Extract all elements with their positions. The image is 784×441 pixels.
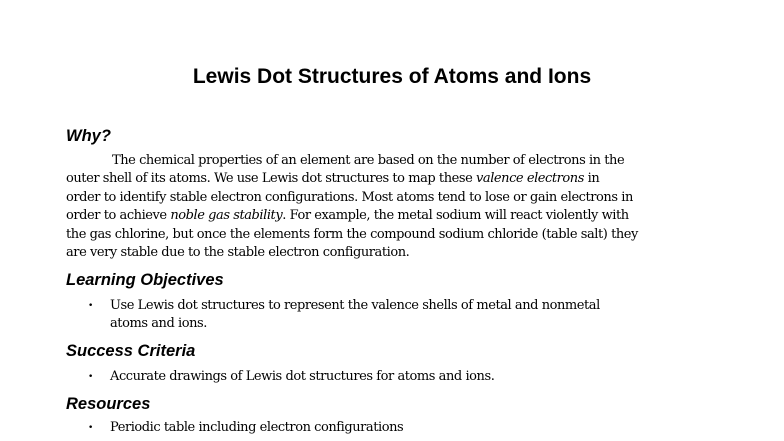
why-paragraph-line (66, 244, 726, 262)
why-paragraph-line (66, 189, 726, 207)
section-heading-why: Why? (66, 127, 111, 145)
learning-objective-text (110, 297, 600, 334)
section-heading-learning-objectives: Learning Objectives (66, 271, 224, 289)
resources-text (110, 419, 403, 437)
emphasized-term: valence electrons (476, 171, 584, 187)
success-criteria-line: Accurate drawings of Lewis dot structures for atoms and ions. (110, 369, 495, 384)
section-heading-resources: Resources (66, 395, 151, 413)
text-run: the gas chlorine, but once the elements form the compound sodium chloride (table salt) they (66, 226, 638, 242)
why-paragraph-line (66, 226, 726, 244)
text-run: order to achieve (66, 208, 171, 224)
why-paragraph-line (66, 152, 726, 170)
bullet-icon: • (88, 372, 93, 382)
learning-objective-line: atoms and ions. (110, 316, 207, 332)
section-heading-success-criteria: Success Criteria (66, 342, 196, 360)
text-run: . For example, the metal sodium will react violently with (282, 208, 629, 224)
page-title: Lewis Dot Structures of Atoms and Ions (192, 65, 592, 88)
text-run: in (583, 171, 600, 187)
bullet-icon: • (88, 423, 93, 433)
why-paragraph (66, 152, 726, 262)
text-run: order to identify stable electron configurations. Most atoms tend to lose or gain electrons in (66, 189, 633, 205)
resources-line: Periodic table including electron configurations (110, 420, 404, 435)
bullet-icon: • (88, 301, 93, 311)
success-criteria-text (110, 368, 494, 386)
learning-objective-line: Use Lewis dot structures to represent the valence shells of metal and nonmetal (110, 298, 600, 313)
text-run: The chemical properties of an element are based on the number of electrons in the (112, 153, 625, 168)
why-paragraph-line (66, 207, 726, 225)
why-paragraph-line (66, 170, 726, 188)
text-run: outer shell of its atoms. We use Lewis dot structures to map these (66, 171, 477, 187)
emphasized-term: noble gas stability (170, 208, 283, 224)
text-run: are very stable due to the stable electron configuration. (66, 245, 410, 261)
